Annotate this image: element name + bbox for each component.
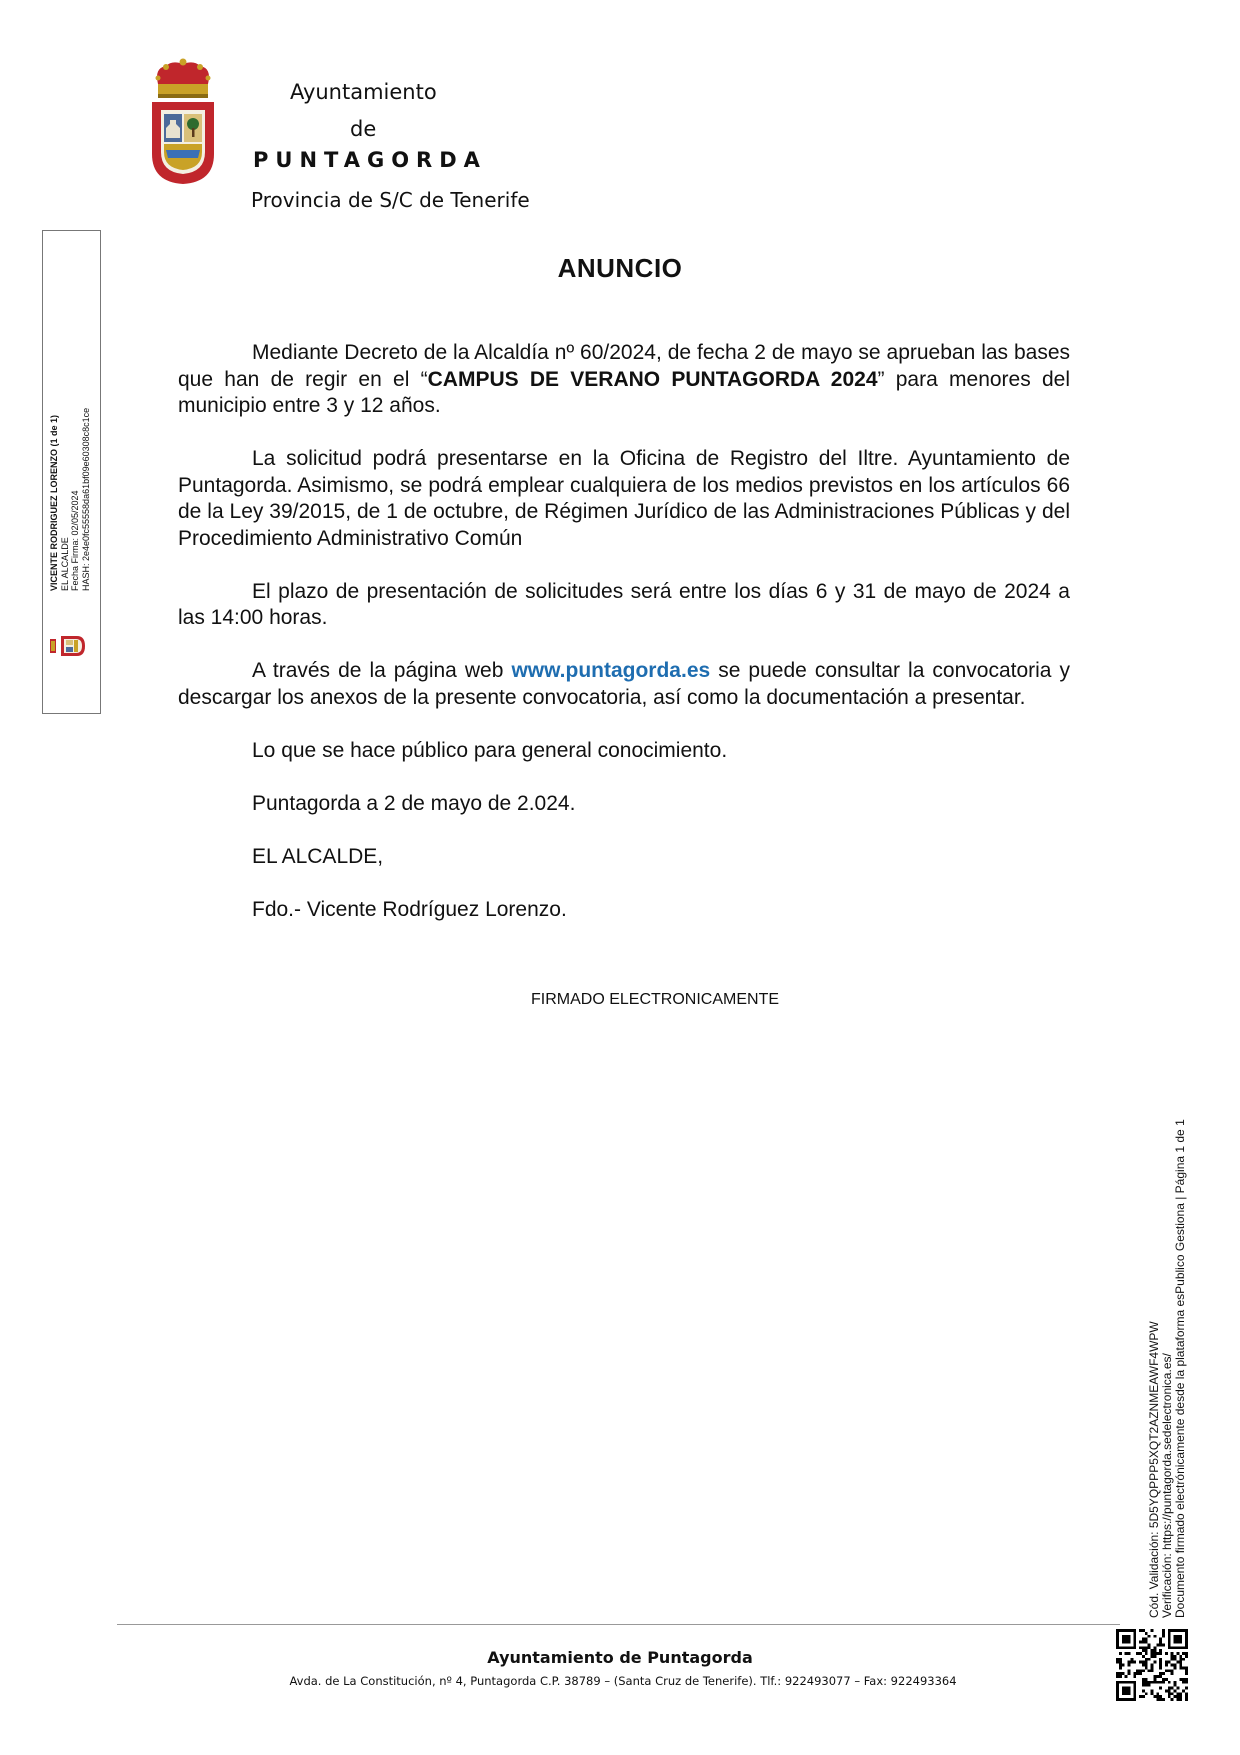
website-text: A través de la página web <box>252 659 512 682</box>
validation-code: Cód. Validación: 5D5YQPPP5XQT2AZNMEAWF4WPW <box>1147 1321 1161 1618</box>
website-text-end: se puede consultar la convocatoria y descargar los anexos de la presente convocatoria, así como la documentación a presentar. <box>178 659 1070 709</box>
org-name-line-1: Ayuntamiento <box>290 80 437 104</box>
website-link[interactable]: www.puntagorda.es <box>511 659 711 682</box>
page-title: ANUNCIO <box>557 253 683 283</box>
signature-text <box>49 408 91 591</box>
platform-note: Documento firmado electrónicamente desde la plataforma esPublico Gestiona | Página 1 de 1 <box>1173 1119 1187 1618</box>
org-name-municipality: PUNTAGORDA <box>253 148 487 172</box>
paragraph-public-notice: Lo que se hace público para general conocimiento. <box>252 738 728 762</box>
announcement-body <box>178 340 1070 950</box>
signer-role: EL ALCALDE <box>59 537 70 591</box>
qr-code-icon[interactable] <box>1116 1629 1188 1701</box>
verification-text <box>1148 1119 1187 1618</box>
paragraph-signature: Fdo.- Vicente Rodríguez Lorenzo. <box>252 897 567 921</box>
signer-name: VICENTE RODRIGUEZ LORENZO (1 de 1) <box>49 414 59 591</box>
signature-box <box>42 230 101 714</box>
footer-divider <box>117 1624 1120 1625</box>
decree-text-end: ” para menores del municipio entre 3 y 12 años. <box>178 367 1071 417</box>
paragraph-deadline: El plazo de presentación de solicitudes será entre los días 6 y 31 de mayo de 2024 a las 14:00 horas. <box>178 579 1070 629</box>
signature-date: Fecha Firma: 02/05/2024 <box>70 490 80 591</box>
paragraph-place-date: Puntagorda a 2 de mayo de 2.024. <box>252 791 576 815</box>
paragraph-website <box>178 658 1070 711</box>
paragraph-mayor-role: EL ALCALDE, <box>252 844 384 868</box>
coat-of-arms-icon <box>148 58 218 186</box>
decree-text: Mediante Decreto de la Alcaldía nº 60/2024, de fecha 2 de mayo se aprueban las bases que han de regir en el “ <box>178 341 1070 391</box>
footer-title: Ayuntamiento de Puntagorda <box>487 1648 753 1667</box>
verification-url: Verificación: https://puntagorda.sedelectronica.es/ <box>1160 1353 1174 1618</box>
electronic-signature-note: FIRMADO ELECTRONICAMENTE <box>531 991 780 1008</box>
org-name-line-2: de <box>350 117 377 141</box>
footer-address: Avda. de La Constitución, nº 4, Puntagorda C.P. 38789 – (Santa Cruz de Tenerife). Tlf.: 922493077 – Fax: 922493364 <box>289 1674 957 1688</box>
campus-name: CAMPUS DE VERANO PUNTAGORDA 2024 <box>427 367 878 391</box>
signature-hash: HASH: 2e4e0fc55558da61bf09e60308c8c1ce <box>80 407 91 591</box>
org-province: Provincia de S/C de Tenerife <box>251 188 530 212</box>
paragraph-decree <box>178 340 1070 420</box>
small-coat-of-arms-icon <box>50 631 94 661</box>
paragraph-application: La solicitud podrá presentarse en la Oficina de Registro del Iltre. Ayuntamiento de Puntagorda. Asimismo, se podrá emplear cualquiera de los medios previstos en los artículos 66 de la Ley 39/2015, de 1 de octubre, de Régimen Jurídico de las Administraciones Públicas y del Procedimiento Administrativo Común <box>178 447 1070 550</box>
